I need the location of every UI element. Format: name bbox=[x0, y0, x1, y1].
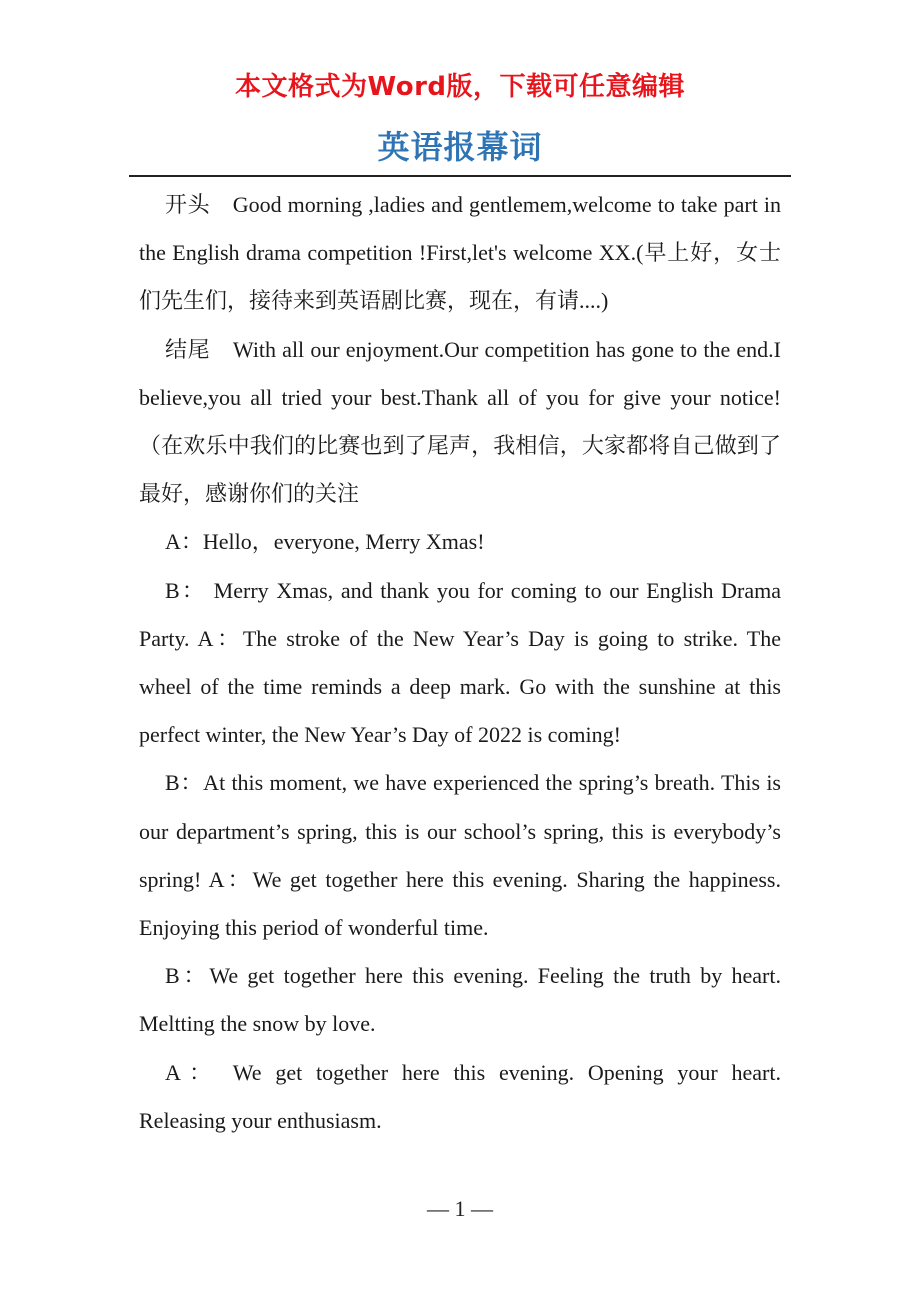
document-title: 英语报幕词 bbox=[377, 128, 543, 166]
paragraph-dialogue-a2: A： We get together here this evening. Opening your heart. Releasing your enthusiasm. bbox=[139, 1059, 781, 1133]
paragraph-dialogue-b2: B：At this moment, we have experienced the spring’s breath. This is our department’s spring, this is our school’s spring, this is everybody’s spring! A：We get together here this evening. Sharing the happiness. Enjoying this period of wonderful time. bbox=[139, 770, 781, 941]
paragraph-dialogue-a1: A：Hello，everyone, Merry Xmas! bbox=[165, 529, 485, 555]
format-notice-banner: 本文格式为Word版，下载可任意编辑 bbox=[234, 72, 686, 102]
paragraph-opening: 开头 Good morning ,ladies and gentlemem,welcome to take part in the English drama competition !First,let's welcome XX.(早上好，女士们先生们，接待来到英语剧比赛，现在，有请....) bbox=[139, 192, 781, 314]
paragraph-closing: 结尾 With all our enjoyment.Our competition has gone to the end.I believe,you all tried your best.Thank all of you for give your notice!（在欢乐中我们的比赛也到了尾声，我相信，大家都将自己做到了最好，感谢你们的关注 bbox=[139, 336, 781, 507]
document-body bbox=[139, 181, 781, 1145]
paragraph-dialogue-b1: B： Merry Xmas, and thank you for coming to our English Drama Party. A：The stroke of the New Year’s Day is going to strike. The wheel of the time reminds a deep mark. Go with the sunshine at this perfect winter, the New Year’s Day of 2022 is coming! bbox=[139, 577, 781, 748]
paragraph-dialogue-b3: B：We get together here this evening. Feeling the truth by heart. Meltting the snow by love. bbox=[139, 963, 781, 1037]
page-number: — 1 — bbox=[427, 1196, 493, 1221]
title-divider bbox=[129, 175, 791, 177]
